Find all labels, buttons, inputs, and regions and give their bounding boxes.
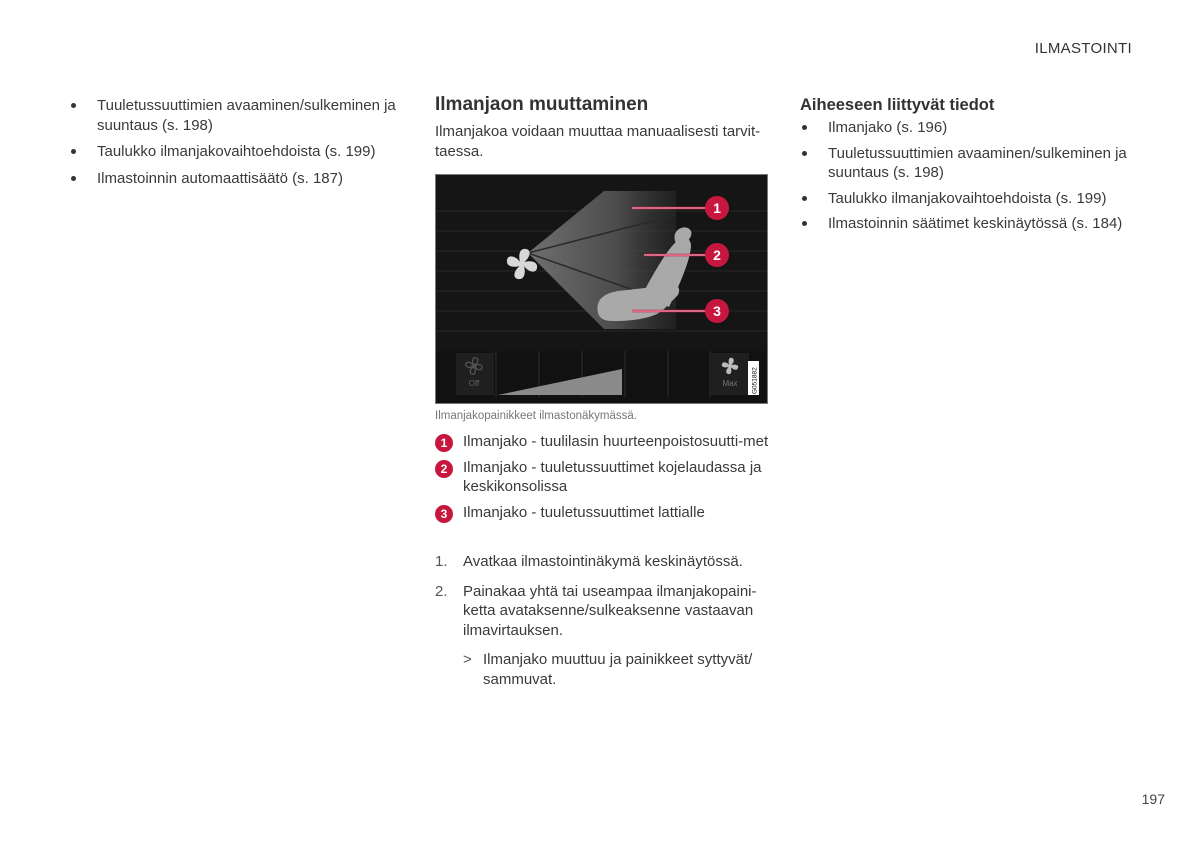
fan-off-label: Off [468,379,480,388]
callout-badge-3 [705,299,729,323]
callout-item [435,458,770,497]
list-item[interactable]: Tuuletussuuttimien avaaminen/sulkeminen ja suuntaus (s. 198) [69,96,414,135]
callout-text: Ilmanjako - tuulilasin huurteenpoistosuutti-met [463,433,769,450]
fan-off-button [456,353,494,395]
step-text: Painakaa yhtä tai useampaa ilmanjakopaini-ketta avataksenne/sulkeaksenne vastaavan ilmavirtauksen. [463,582,757,639]
page-number: 197 [1141,791,1165,807]
svg-text:1: 1 [713,200,721,216]
result-marker: > [463,651,472,668]
callout-badge: 3 [435,505,453,523]
svg-text:3: 3 [713,303,721,319]
list-item[interactable]: Ilmastoinnin automaattisäätö (s. 187) [69,169,414,189]
climate-screen-figure [435,174,768,404]
callout-text: Ilmanjako - tuuletussuuttimet lattialle [463,503,705,521]
left-link-list [69,96,414,188]
step-item [435,552,770,572]
fan-max-label: Max [722,379,738,388]
list-item[interactable]: Tuuletussuuttimien avaaminen/sulkeminen ja suuntaus (s. 198) [800,144,1145,183]
result-text: Ilmanjako muuttuu ja painikkeet syttyvät/ sammuvat. [483,651,753,688]
related-link-list [800,118,1145,234]
related-column [800,96,1145,240]
left-column [69,96,414,195]
callout-badge: 2 [435,460,453,478]
step-list [435,552,770,689]
air-distribution-illustration [436,175,767,403]
step-result [463,650,770,689]
callout-item [435,503,770,523]
image-code: G051882 [751,367,759,394]
related-heading: Aiheeseen liittyvät tiedot [800,96,995,114]
step-text: Avatkaa ilmastointinäkymä keskinäytössä. [463,553,743,570]
callout-item [435,432,770,452]
intro-text: Ilmanjakoa voidaan muuttaa manuaalisesti tarvit-taessa. [435,123,761,160]
callout-text: Ilmanjako - tuuletussuuttimet kojelaudassa ja keskikonsolissa [463,458,762,495]
main-column [435,94,770,162]
step-number: 2. [435,582,448,600]
list-item[interactable]: Ilmastoinnin säätimet keskinäytössä (s. 184) [800,214,1145,234]
list-item[interactable]: Taulukko ilmanjakovaihtoehdoista (s. 199) [69,142,414,162]
list-item[interactable]: Taulukko ilmanjakovaihtoehdoista (s. 199) [800,189,1145,209]
callout-badge-2 [705,243,729,267]
step-number: 1. [435,553,448,570]
callout-badge: 1 [435,434,453,452]
callout-list [435,432,770,528]
svg-text:2: 2 [713,247,721,263]
callout-badge-1 [705,196,729,220]
list-item[interactable]: Ilmanjako (s. 196) [800,118,1145,138]
figure-caption: Ilmanjakopainikkeet ilmastonäkymässä. [435,410,637,422]
section-heading: Ilmanjaon muuttaminen [435,94,649,115]
step-item [435,582,770,641]
page-section-title: ILMASTOINTI [1034,40,1132,57]
